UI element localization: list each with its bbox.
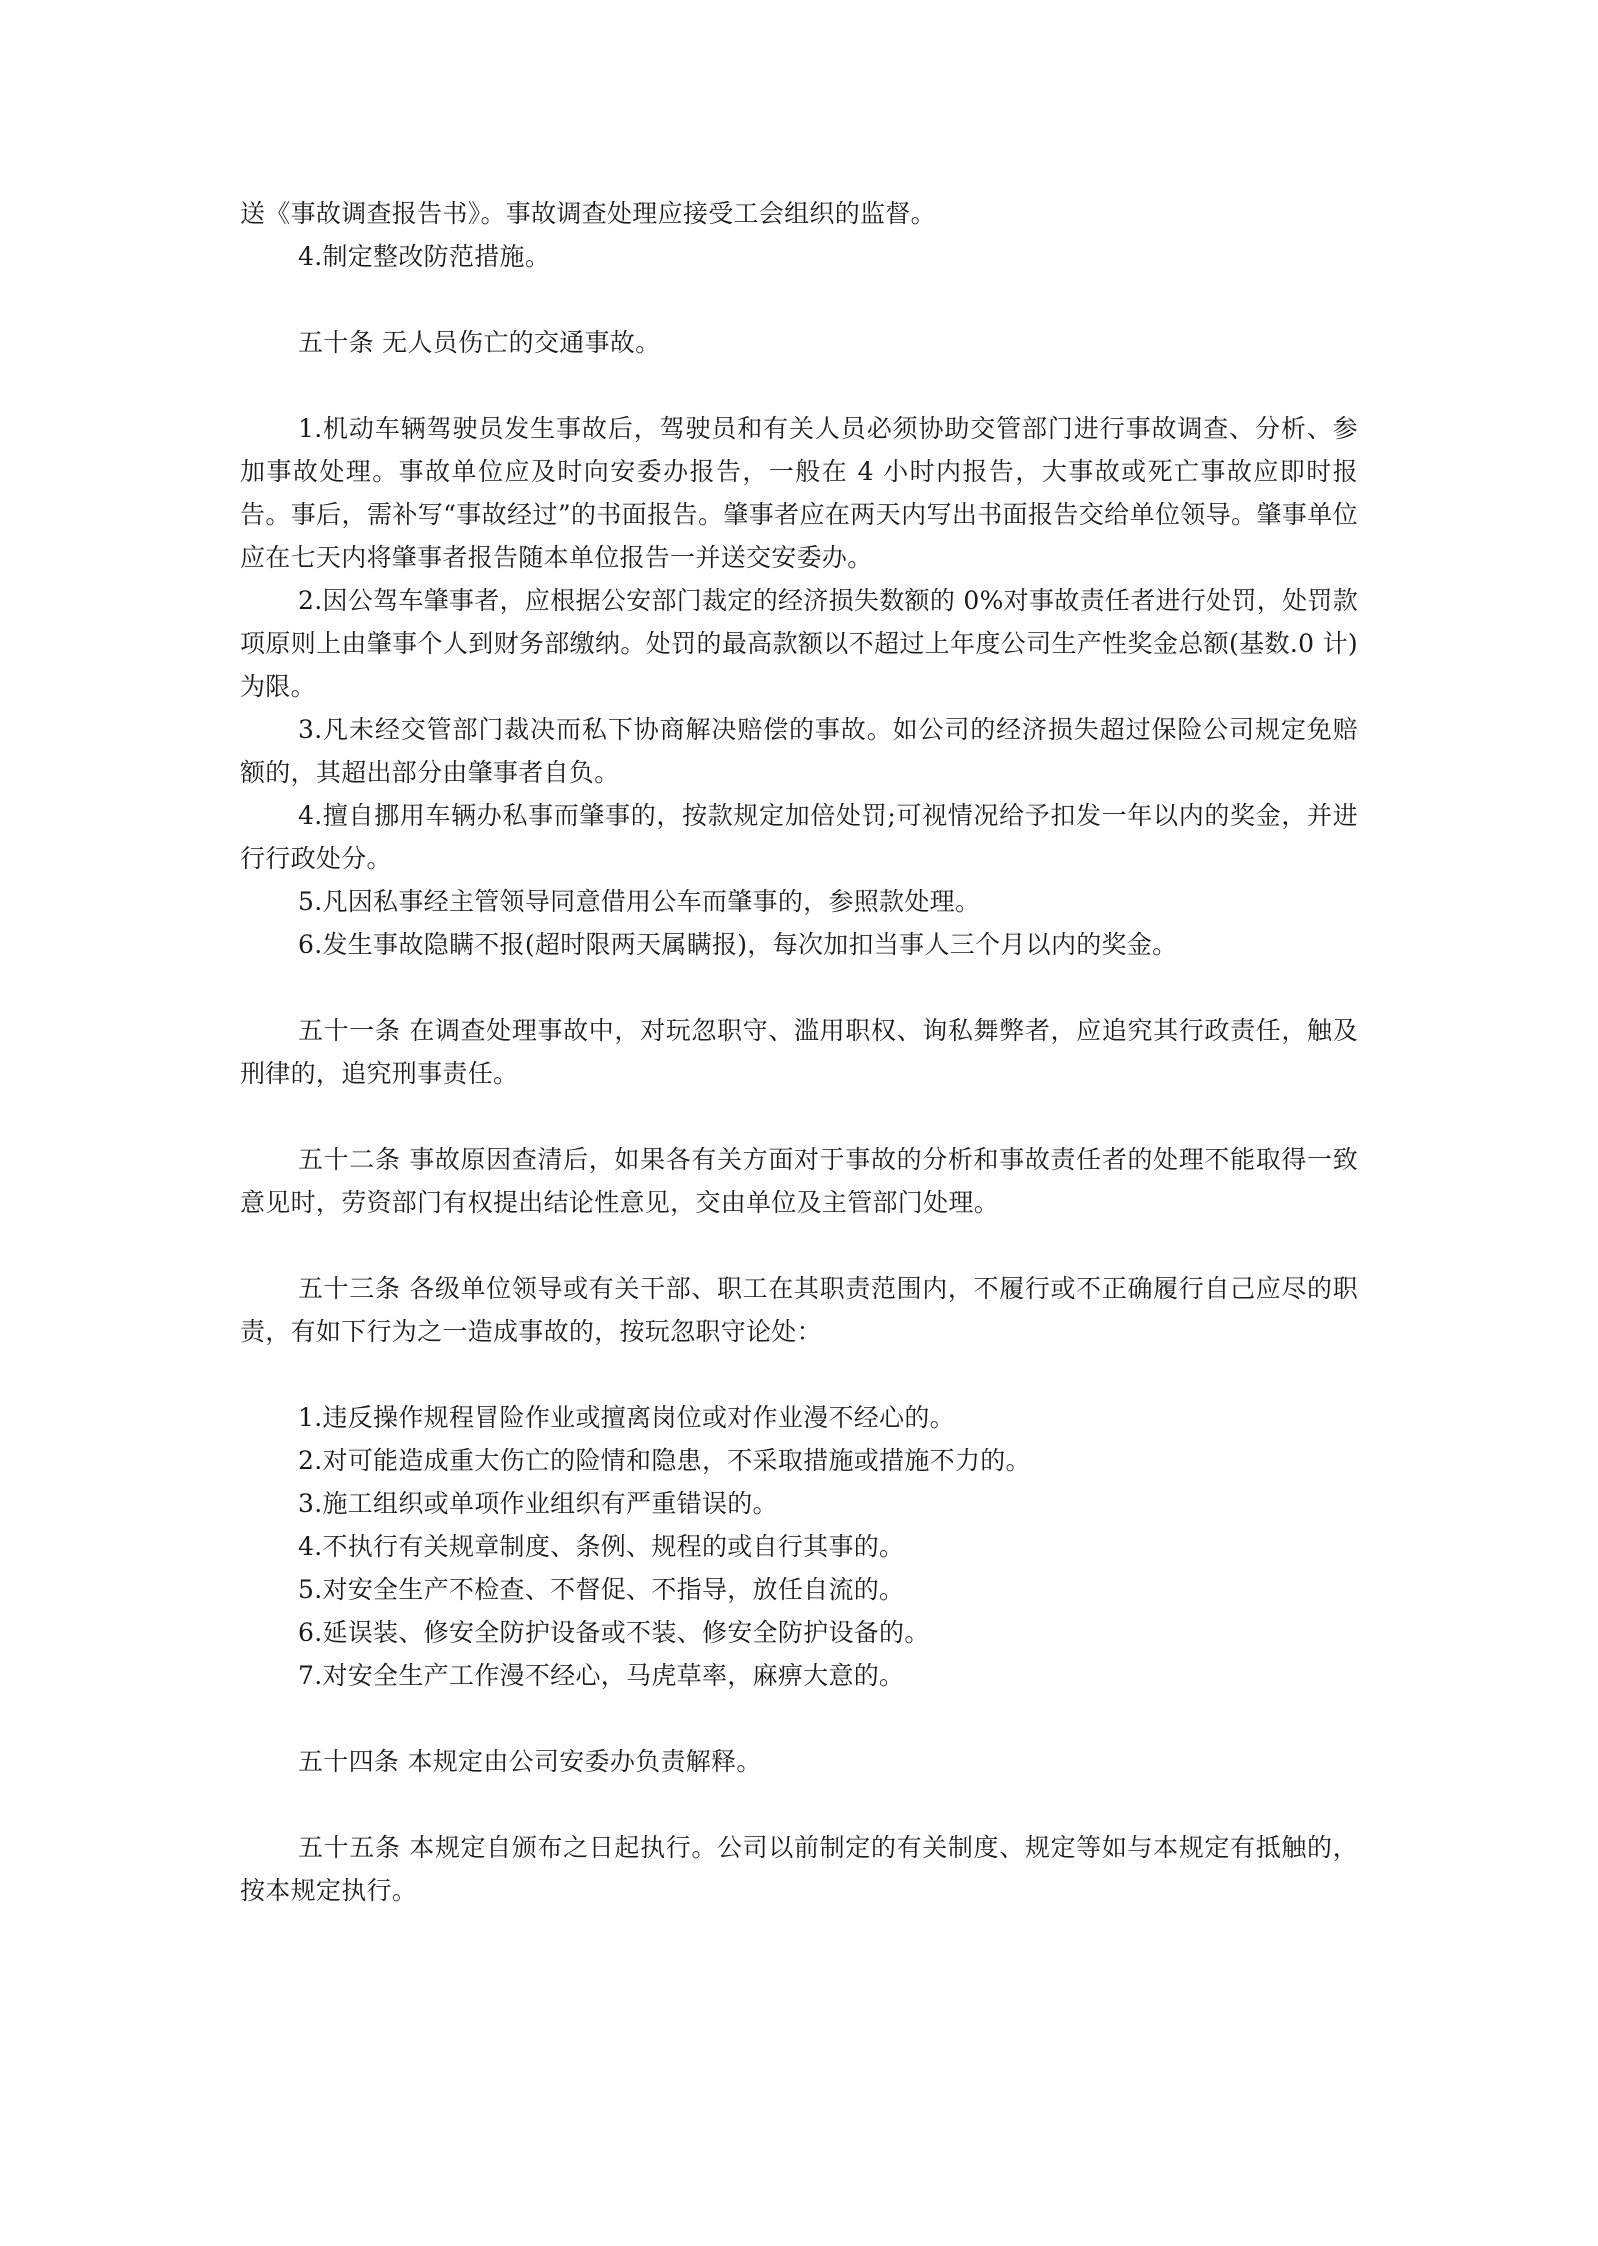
list-item: 5.凡因私事经主管领导同意借用公车而肇事的，参照款处理。 xyxy=(298,887,981,916)
paragraph-gap xyxy=(240,1697,1358,1740)
list-item: 2.因公驾车肇事者，应根据公安部门裁定的经济损失数额的 0%对事故责任者进行处罚，处罚款项原则上由肇事个人到财务部缴纳。处罚的最高款额以不超过上年度公司生产性奖金总额(基数.0 计)为限。 xyxy=(240,586,1358,701)
article-52: 五十二条 事故原因查清后，如果各有关方面对于事故的分析和事故责任者的处理不能取得一致意见时，劳资部门有权提出结论性意见，交由单位及主管部门处理。 xyxy=(240,1145,1358,1217)
paragraph-gap xyxy=(240,1095,1358,1138)
list-item: 4.制定整改防范措施。 xyxy=(298,242,551,271)
list-item: 1.违反操作规程冒险作业或擅离岗位或对作业漫不经心的。 xyxy=(298,1403,955,1432)
paragraph-gap xyxy=(240,278,1358,321)
list-item: 7.对安全生产工作漫不经心，马虎草率，麻痹大意的。 xyxy=(298,1661,905,1690)
list-item: 4.不执行有关规章制度、条例、规程的或自行其事的。 xyxy=(298,1532,905,1561)
list-item: 6.发生事故隐瞒不报(超时限两天属瞒报)，每次加扣当事人三个月以内的奖金。 xyxy=(298,930,1178,959)
article-54: 五十四条 本规定由公司安委办负责解释。 xyxy=(298,1747,762,1776)
article-55: 五十五条 本规定自颁布之日起执行。公司以前制定的有关制度、规定等如与本规定有抵触的，按本规定执行。 xyxy=(240,1833,1358,1905)
paragraph-gap xyxy=(240,1224,1358,1267)
paragraph-gap xyxy=(240,364,1358,407)
list-item: 1.机动车辆驾驶员发生事故后，驾驶员和有关人员必须协助交管部门进行事故调查、分析、参加事故处理。事故单位应及时向安委办报告，一般在 4 小时内报告，大事故或死亡事故应即时报告。事后，需补写“事故经过”的书面报告。肇事者应在两天内写出书面报告交给单位领导。肇事单位应在七天内将肇事者报告随本单位报告一并送交安委办。 xyxy=(240,414,1358,572)
document-body xyxy=(240,192,1358,1912)
article-51: 五十一条 在调查处理事故中，对玩忽职守、滥用职权、询私舞弊者，应追究其行政责任，触及刑律的，追究刑事责任。 xyxy=(240,1016,1358,1088)
list-item: 2.对可能造成重大伤亡的险情和隐患，不采取措施或措施不力的。 xyxy=(298,1446,1031,1475)
list-item: 3.施工组织或单项作业组织有严重错误的。 xyxy=(298,1489,778,1518)
paragraph-gap xyxy=(240,1783,1358,1826)
paragraph-gap xyxy=(240,966,1358,1009)
article-53: 五十三条 各级单位领导或有关干部、职工在其职责范围内，不履行或不正确履行自己应尽的职责，有如下行为之一造成事故的，按玩忽职守论处： xyxy=(240,1274,1358,1346)
list-item: 3.凡未经交管部门裁决而私下协商解决赔偿的事故。如公司的经济损失超过保险公司规定免赔额的，其超出部分由肇事者自负。 xyxy=(240,715,1358,787)
paragraph-gap xyxy=(240,1353,1358,1396)
paragraph-continuation: 送《事故调查报告书》。事故调查处理应接受工会组织的监督。 xyxy=(240,199,936,228)
list-item: 5.对安全生产不检查、不督促、不指导，放任自流的。 xyxy=(298,1575,905,1604)
list-item: 4.擅自挪用车辆办私事而肇事的，按款规定加倍处罚;可视情况给予扣发一年以内的奖金，并进行行政处分。 xyxy=(240,801,1358,873)
list-item: 6.延误装、修安全防护设备或不装、修安全防护设备的。 xyxy=(298,1618,930,1647)
article-heading-50: 五十条 无人员伤亡的交通事故。 xyxy=(298,328,661,357)
